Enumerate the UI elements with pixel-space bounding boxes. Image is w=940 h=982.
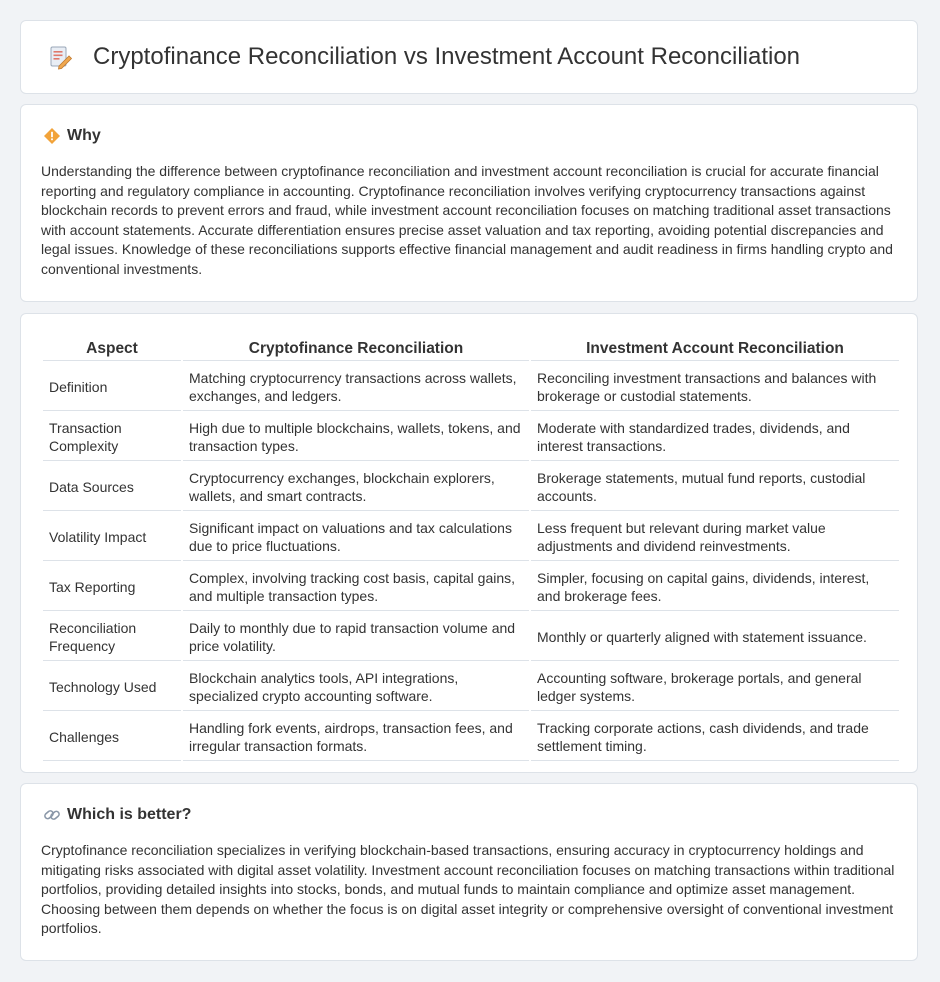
why-section — [20, 104, 918, 302]
investment-cell: Simpler, focusing on capital gains, dividends, interest, and brokerage fees. — [531, 563, 899, 611]
better-body: Cryptofinance reconciliation specializes in verifying blockchain-based transactions, ensuring accuracy in cryptocurrency holdings and mitigating risks associated with digital asset volatility. Investment account reconciliation focuses on matching transactions within traditional portfolios, providing detailed insights into stocks, bonds, and mutual funds to maintain compliance and optimize asset management. Choosing between them depends on whether the focus is on digital asset integrity or comprehensive oversight of conventional investment portfolios. — [41, 842, 895, 936]
aspect-cell: Data Sources — [43, 463, 181, 511]
investment-cell: Reconciling investment transactions and balances with brokerage or custodial statements. — [531, 363, 899, 411]
table-row — [43, 563, 899, 611]
investment-cell: Monthly or quarterly aligned with statement issuance. — [531, 613, 899, 661]
investment-cell: Tracking corporate actions, cash dividends, and trade settlement timing. — [531, 713, 899, 761]
table-row — [43, 663, 899, 711]
which-is-better-section — [20, 783, 918, 961]
aspect-cell: Challenges — [43, 713, 181, 761]
investment-cell: Less frequent but relevant during market value adjustments and dividend reinvestments. — [531, 513, 899, 561]
investment-cell: Moderate with standardized trades, dividends, and interest transactions. — [531, 413, 899, 461]
aspect-cell: Technology Used — [43, 663, 181, 711]
investment-cell: Brokerage statements, mutual fund reports, custodial accounts. — [531, 463, 899, 511]
crypto-cell: Matching cryptocurrency transactions across wallets, exchanges, and ledgers. — [183, 363, 529, 411]
table-header-row — [43, 336, 899, 361]
column-header-aspect: Aspect — [43, 336, 181, 361]
page-title: Cryptofinance Reconciliation vs Investment Account Reconciliation — [93, 43, 801, 70]
comparison-table — [41, 334, 901, 763]
crypto-cell: Significant impact on valuations and tax calculations due to price fluctuations. — [183, 513, 529, 561]
title-card — [20, 20, 918, 94]
link-icon — [43, 806, 61, 824]
why-heading: Why — [67, 127, 101, 144]
table-row — [43, 513, 899, 561]
column-header-investment: Investment Account Reconciliation — [531, 336, 899, 361]
crypto-cell: Daily to monthly due to rapid transaction volume and price volatility. — [183, 613, 529, 661]
aspect-cell: Tax Reporting — [43, 563, 181, 611]
crypto-cell: High due to multiple blockchains, wallets, tokens, and transaction types. — [183, 413, 529, 461]
document-edit-icon — [47, 44, 73, 70]
crypto-cell: Handling fork events, airdrops, transaction fees, and irregular transaction formats. — [183, 713, 529, 761]
aspect-cell: Transaction Complexity — [43, 413, 181, 461]
crypto-cell: Complex, involving tracking cost basis, capital gains, and multiple transaction types. — [183, 563, 529, 611]
table-row — [43, 463, 899, 511]
investment-cell: Accounting software, brokerage portals, and general ledger systems. — [531, 663, 899, 711]
table-row — [43, 613, 899, 661]
aspect-cell: Volatility Impact — [43, 513, 181, 561]
column-header-crypto: Cryptofinance Reconciliation — [183, 336, 529, 361]
aspect-cell: Definition — [43, 363, 181, 411]
crypto-cell: Blockchain analytics tools, API integrations, specialized crypto accounting software. — [183, 663, 529, 711]
crypto-cell: Cryptocurrency exchanges, blockchain explorers, wallets, and smart contracts. — [183, 463, 529, 511]
table-row — [43, 413, 899, 461]
aspect-cell: Reconciliation Frequency — [43, 613, 181, 661]
better-heading: Which is better? — [67, 806, 192, 823]
diamond-warning-icon — [43, 127, 61, 145]
comparison-section — [20, 313, 918, 773]
table-row — [43, 363, 899, 411]
why-body: Understanding the difference between cryptofinance reconciliation and investment account reconciliation is crucial for accurate financial reporting and regulatory compliance in accounting. Cryptofinance reconciliation involves verifying cryptocurrency transactions against blockchain records to prevent errors and fraud, while investment account reconciliation focuses on matching traditional asset transactions with account statements. Accurate differentiation ensures precise asset valuation and tax reporting, avoiding potential discrepancies and legal issues. Knowledge of these reconciliations supports effective financial management and audit readiness in firms handling crypto and conventional investments. — [41, 163, 893, 277]
table-row — [43, 713, 899, 761]
